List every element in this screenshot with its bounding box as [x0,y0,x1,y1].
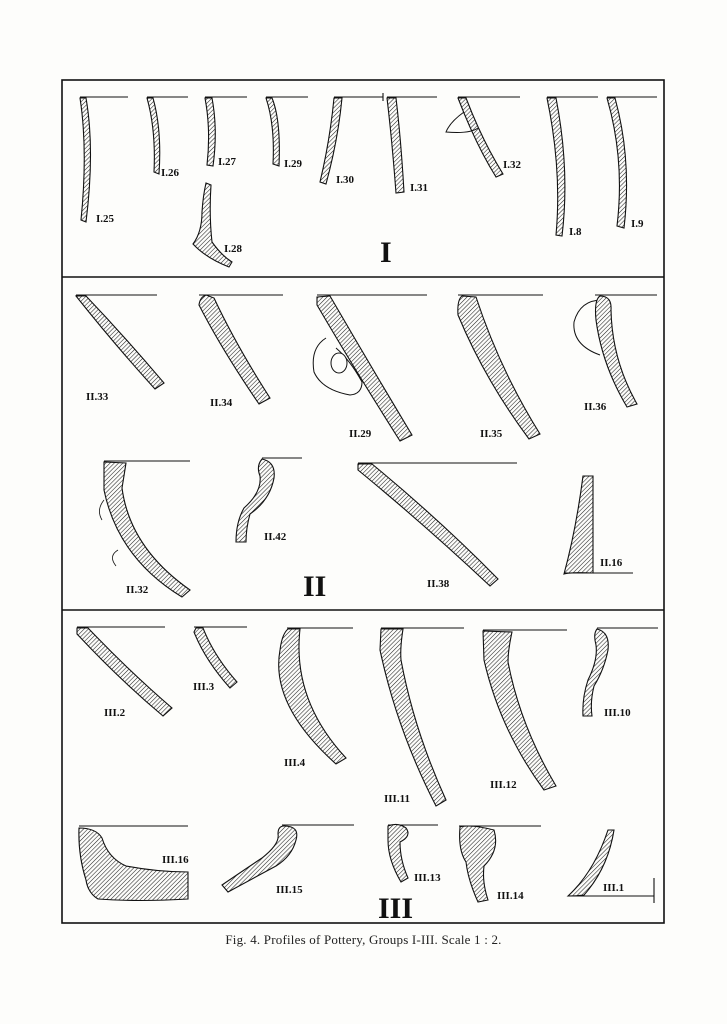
label-i27: I.27 [218,156,237,168]
profile-iii15 [222,825,354,896]
profile-ii32 [99,461,190,597]
label-ii34: II.34 [210,397,233,409]
profile-iii2 [77,627,172,719]
profile-ii38 [358,463,517,590]
label-ii42: II.42 [264,531,287,543]
group-numeral-2: II [303,570,327,603]
profile-iii10 [583,628,658,719]
label-i28: I.28 [224,243,243,255]
group-2 [76,295,657,603]
profile-iii16 [79,826,189,901]
profile-iii4 [279,628,353,769]
profile-i32 [446,97,522,177]
profile-iii3 [193,627,247,693]
plate-frame [62,80,664,923]
profile-i9 [607,97,657,230]
label-iii13: III.13 [414,872,441,884]
label-i26: I.26 [161,167,180,179]
profile-ii29 [313,295,427,441]
group-1 [80,93,657,269]
label-ii38: II.38 [427,578,450,590]
label-i29: I.29 [284,158,303,170]
profile-iii1 [568,830,654,903]
profile-i26 [147,97,188,179]
label-ii32: II.32 [126,584,149,596]
profile-i25 [80,97,128,225]
label-ii36: II.36 [584,401,607,413]
label-i8: I.8 [569,226,582,238]
group-numeral-3: III [378,892,414,925]
profile-iii14 [459,826,541,902]
label-i31: I.31 [410,182,429,194]
profile-ii36 [574,295,657,413]
profile-ii34 [199,295,283,409]
label-ii16: II.16 [600,557,623,569]
profile-i28 [193,183,243,267]
label-i25: I.25 [96,213,115,225]
profile-iii13 [388,824,441,884]
profile-ii33 [76,295,164,403]
label-iii15: III.15 [276,884,303,896]
label-i32: I.32 [503,159,522,171]
profile-iii12 [483,630,567,791]
profile-ii16 [564,476,633,574]
profile-i31 [387,97,437,194]
profile-i27 [205,97,247,168]
profile-i8 [547,97,598,238]
label-iii1: III.1 [603,882,625,894]
group-numeral-1: I [380,236,392,269]
figure-caption: Fig. 4. Profiles of Pottery, Groups I-III. Scale 1 : 2. [225,932,502,947]
profile-ii35 [458,295,543,440]
profile-ii42 [236,458,302,543]
label-iii11: III.11 [384,793,410,805]
label-ii35: II.35 [480,428,503,440]
label-i9: I.9 [631,218,644,230]
profile-i29 [266,97,308,170]
group-3 [77,627,658,925]
label-i30: I.30 [336,174,355,186]
label-iii10: III.10 [604,707,631,719]
profile-iii11 [380,628,464,806]
label-ii29: II.29 [349,428,372,440]
label-iii12: III.12 [490,779,517,791]
label-iii16: III.16 [162,854,189,866]
label-iii4: III.4 [284,757,306,769]
label-iii2: III.2 [104,707,126,719]
label-iii3: III.3 [193,681,215,693]
label-ii33: II.33 [86,391,109,403]
label-iii14: III.14 [497,890,524,902]
profile-i30 [320,93,383,186]
